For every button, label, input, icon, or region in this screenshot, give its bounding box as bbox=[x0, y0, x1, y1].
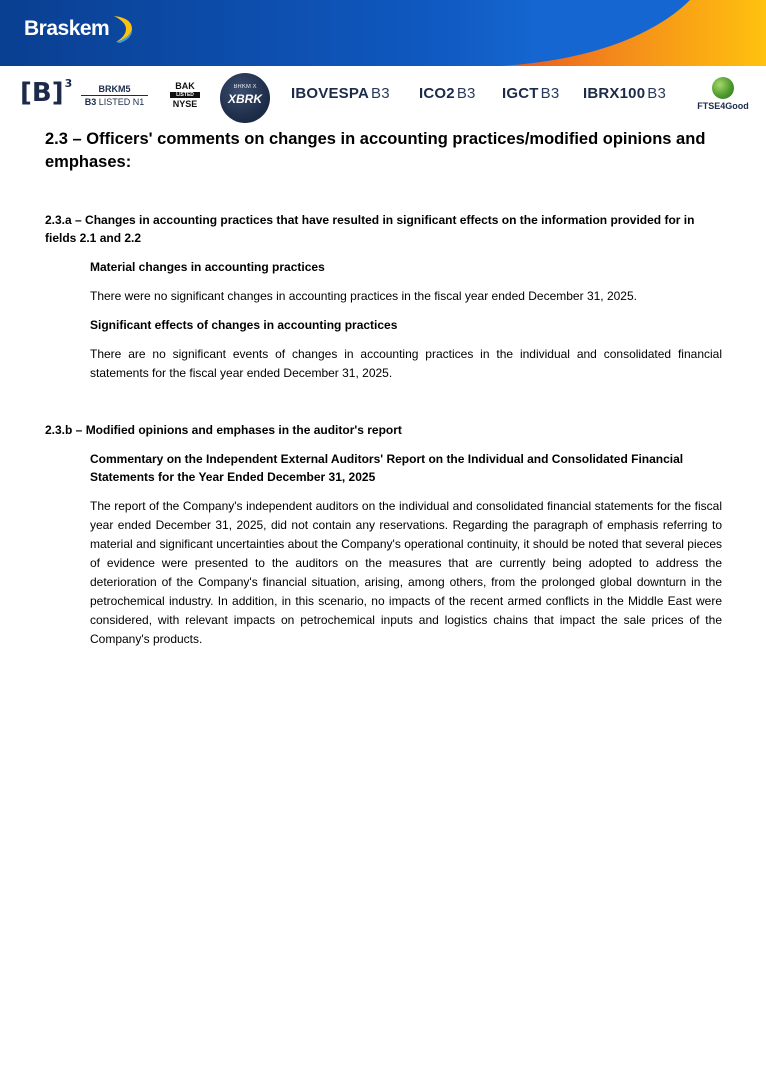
section-a-heading: 2.3.a – Changes in accounting practices that have resulted in significant effects on the information provided for in fields 2.1 and 2.2 bbox=[45, 213, 695, 245]
page-title: 2.3 – Officers' comments on changes in accounting practices/modified opinions and emphases: bbox=[45, 130, 706, 171]
globe-icon bbox=[712, 77, 734, 99]
brkm5-listed-logo bbox=[81, 84, 148, 107]
bak-ticker: BAK bbox=[175, 81, 195, 91]
bak-nyse-logo bbox=[170, 81, 200, 109]
listing-logos-bar bbox=[0, 66, 766, 124]
b3-logo: $[B]^3$ bbox=[20, 77, 73, 108]
document-body bbox=[45, 128, 722, 649]
xbrk-badge-logo bbox=[220, 73, 270, 123]
bak-listed-label: LISTED bbox=[170, 92, 200, 98]
ibrx100-index-logo: IBRX100 B3 bbox=[583, 85, 667, 102]
ftse4good-logo bbox=[693, 77, 753, 111]
section-b-paragraph-1: The report of the Company's independent auditors on the individual and consolidated financial statements for the fiscal year ended December 31, 2025, did not contain any reservations. Regarding the paragraph of emphasis referring to material and significant uncertainties about the Company's operational continuity, it should be noted that several pieces of evidence were presented to the auditors on the measures that are currently being adopted to address the deterioration of the Company's financial situation, arising, among others, from the prolonged global downturn in the petrochemical industry. In addition, in this scenario, no impacts of the recent armed conflicts in the Middle East were considered, with relevant impacts on petrochemical inputs and logistics chains that impact the sale prices of the Company's products. bbox=[90, 499, 722, 646]
section-b-subheading-1: Commentary on the Independent External Auditors' Report on the Individual and Consolidated Financial Statements for the Year Ended December 31, 2025 bbox=[90, 452, 684, 484]
braskem-mark-icon bbox=[112, 14, 134, 44]
brkm-listing: B3 LISTED N1 bbox=[84, 97, 145, 107]
xbrk-top-label: BRKM X bbox=[233, 84, 257, 90]
section-a-paragraph-1: There were no significant changes in accounting practices in the fiscal year ended December 31, 2025. bbox=[90, 289, 637, 303]
nyse-label: NYSE bbox=[172, 99, 198, 109]
section-a-subheading-1: Material changes in accounting practices bbox=[90, 260, 325, 274]
section-a-subheading-2: Significant effects of changes in accounting practices bbox=[90, 318, 398, 332]
section-b-heading: 2.3.b – Modified opinions and emphases in the auditor's report bbox=[45, 423, 402, 437]
brand-name: Braskem bbox=[24, 17, 110, 40]
ftse4good-label: FTSE4Good bbox=[697, 101, 749, 111]
xbrk-label: XBRK bbox=[227, 92, 262, 106]
ico2-index-logo: ICO2 B3 bbox=[419, 85, 476, 102]
brkm-ticker: BRKM5 bbox=[81, 84, 148, 96]
page-header-banner bbox=[0, 0, 766, 66]
ibovespa-index-logo: IBOVESPA B3 bbox=[291, 85, 390, 102]
section-a-paragraph-2: There are no significant events of changes in accounting practices in the individual and consolidated financial statements for the fiscal year ended December 31, 2025. bbox=[90, 347, 722, 380]
igct-index-logo: IGCT B3 bbox=[502, 85, 560, 102]
braskem-logo bbox=[24, 14, 134, 44]
